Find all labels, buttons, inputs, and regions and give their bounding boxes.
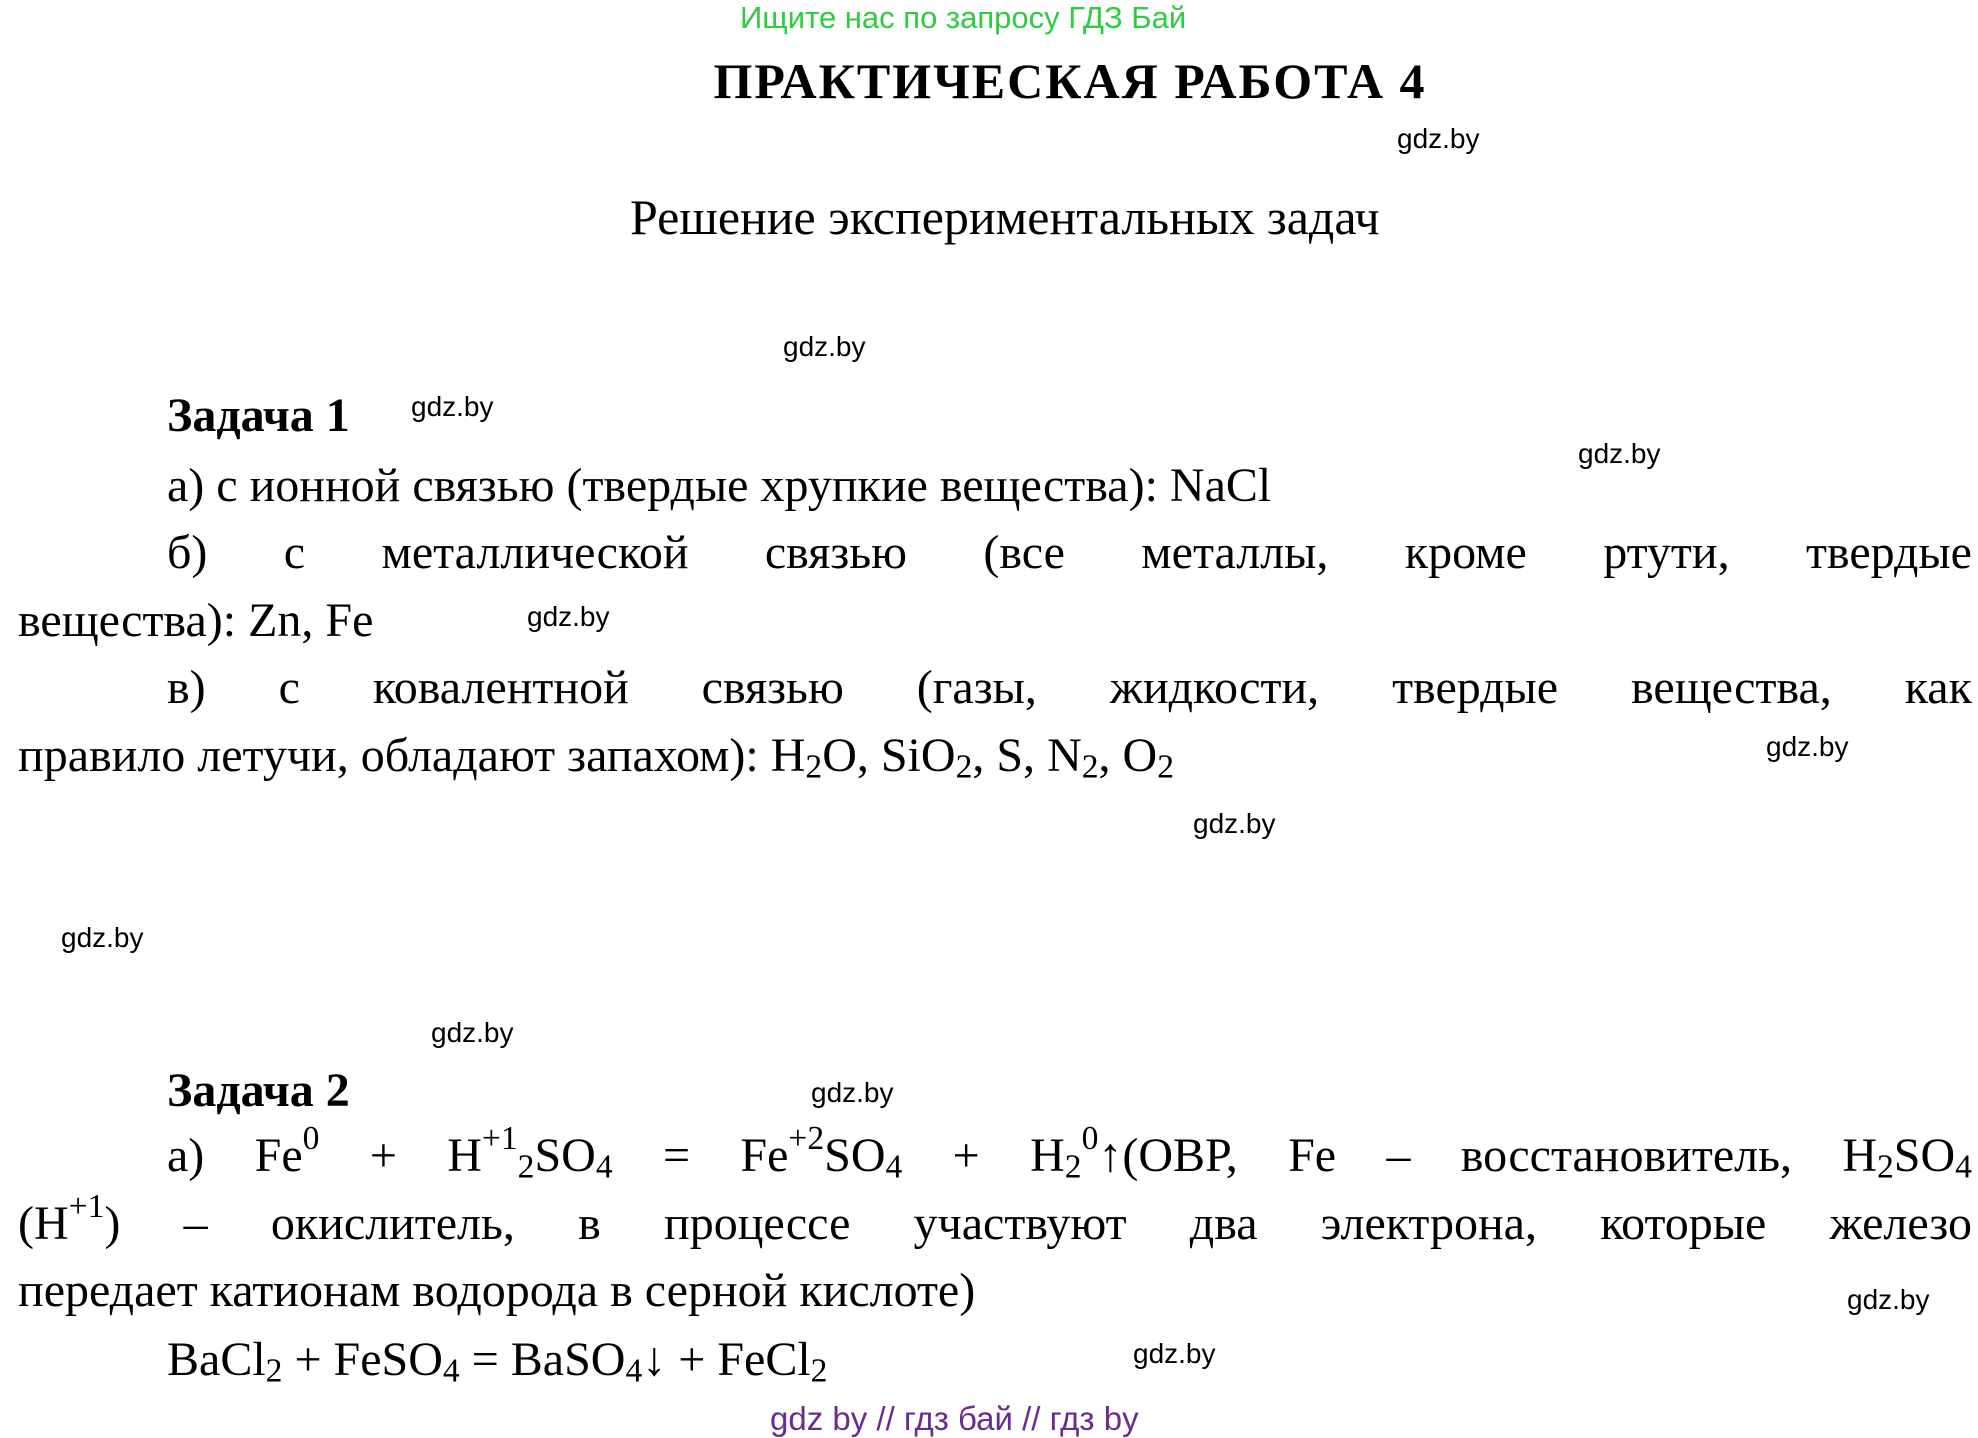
subscript: 2: [517, 1148, 535, 1186]
bracket: ): [104, 1197, 121, 1250]
word: которые: [1600, 1197, 1767, 1250]
subscript: 2: [265, 1352, 283, 1390]
watermark: gdz.by: [1766, 731, 1849, 762]
watermark: gdz.by: [1133, 1338, 1216, 1369]
word: жидкости,: [1109, 661, 1320, 714]
formula: H: [770, 729, 806, 782]
formula: ,: [1098, 729, 1123, 782]
task1-item-b-line2: вещества): Zn, Fe: [18, 594, 374, 647]
word: участвуют: [913, 1197, 1127, 1250]
oxidation-state: +1: [68, 1188, 105, 1226]
task1-heading: Задача 1: [167, 389, 350, 442]
word: твердые: [1392, 661, 1559, 714]
watermark: gdz.by: [527, 601, 610, 632]
watermark: gdz.by: [1193, 808, 1276, 839]
formula: BaCl: [167, 1333, 266, 1386]
word: металлической: [381, 526, 689, 579]
word: (все: [983, 526, 1065, 579]
word: –: [1386, 1129, 1411, 1182]
oxidation-state: +1: [481, 1120, 518, 1158]
watermark: gdz.by: [783, 331, 866, 362]
task2-equation-2: [167, 1333, 828, 1390]
word: как: [1904, 661, 1972, 714]
word: железо: [1829, 1197, 1972, 1250]
text: правило летучи, обладают запахом):: [18, 729, 771, 782]
word: ковалентной: [372, 661, 629, 714]
word: связью: [701, 661, 844, 714]
task2-equation-a: [167, 1120, 1972, 1186]
word: окислитель,: [270, 1197, 515, 1250]
word: процессе: [664, 1197, 851, 1250]
oxidation-state: +2: [788, 1120, 825, 1158]
word: два: [1189, 1197, 1258, 1250]
task2-line2: [18, 1188, 1972, 1250]
task1-item-v-line1: [167, 661, 1972, 714]
subscript: 4: [625, 1352, 643, 1390]
subscript: 2: [1157, 748, 1174, 786]
element: Fe: [740, 1129, 789, 1182]
watermark: gdz.by: [811, 1077, 894, 1108]
footer-links: gdz by // гдз бай // гдз by: [770, 1400, 1139, 1437]
word: с: [283, 526, 306, 579]
word: связью: [764, 526, 907, 579]
task1-item-a: а) с ионной связью (твердые хрупкие вещества): NaCl: [167, 459, 1272, 512]
element: SO: [824, 1129, 886, 1182]
subscript: 4: [442, 1352, 460, 1390]
word: (газы,: [916, 661, 1037, 714]
element: H: [447, 1129, 482, 1182]
word: Fe: [1288, 1129, 1337, 1182]
subscript: 4: [595, 1148, 613, 1186]
task2-heading: Задача 2: [167, 1064, 350, 1117]
formula: N: [1047, 729, 1082, 782]
subscript: 4: [885, 1148, 903, 1186]
subscript: 2: [1877, 1148, 1894, 1186]
word: б): [167, 526, 208, 579]
watermark: gdz.by: [431, 1017, 514, 1048]
formula: O,: [822, 729, 881, 782]
subscript: 2: [1064, 1148, 1082, 1186]
watermark: gdz.by: [411, 391, 494, 422]
formula: [1842, 1129, 1972, 1186]
oxidation-state: 0: [302, 1120, 320, 1158]
page-subtitle: Решение экспериментальных задач: [630, 189, 1380, 245]
element: SO: [1893, 1129, 1956, 1182]
element: (H: [18, 1197, 69, 1250]
watermark: gdz.by: [1397, 123, 1480, 154]
word: ↑(ОВР,: [1098, 1129, 1238, 1182]
word: в): [167, 661, 206, 714]
word: в: [578, 1197, 601, 1250]
watermark: gdz.by: [1578, 438, 1661, 469]
operator: =: [662, 1129, 691, 1182]
word: а): [167, 1129, 205, 1182]
page-title: ПРАКТИЧЕСКАЯ РАБОТА 4: [713, 53, 1427, 109]
operator: +: [369, 1129, 397, 1182]
formula: ↓ + FeCl: [642, 1333, 811, 1386]
word: восстановитель,: [1460, 1129, 1792, 1182]
element: SO: [534, 1129, 596, 1182]
word: с: [278, 661, 300, 714]
formula: = BaSO: [459, 1333, 626, 1386]
subscript: 2: [805, 748, 823, 786]
element: H: [1030, 1129, 1065, 1182]
subscript: 2: [955, 748, 973, 786]
word: кроме: [1404, 526, 1527, 579]
element: H: [1842, 1129, 1877, 1182]
formula: [447, 1120, 613, 1186]
task2-line3: передает катионам водорода в серной кислоте): [18, 1264, 976, 1317]
word: металлы,: [1141, 526, 1329, 579]
oxidation-state: 0: [1081, 1120, 1099, 1158]
formula: SiO: [880, 729, 956, 782]
formula: [18, 1188, 121, 1250]
formula: [1030, 1120, 1238, 1186]
subscript: 2: [810, 1352, 828, 1390]
watermark: gdz.by: [61, 922, 144, 953]
element: Fe: [254, 1129, 303, 1182]
task1-item-b-line1: [167, 526, 1972, 579]
formula: [254, 1120, 320, 1182]
subscript: 2: [1081, 748, 1099, 786]
formula: + FeSO: [282, 1333, 443, 1386]
word: ртути,: [1603, 526, 1730, 579]
task1-item-v-line2: [18, 729, 1174, 786]
operator: +: [952, 1129, 980, 1182]
watermark: gdz.by: [1847, 1284, 1930, 1315]
word: твердые: [1805, 526, 1972, 579]
search-banner: Ищите нас по запросу ГДЗ Бай: [740, 0, 1187, 35]
word: электрона,: [1320, 1197, 1537, 1250]
formula: , S,: [972, 729, 1048, 782]
formula: [740, 1120, 903, 1186]
formula: O: [1122, 729, 1158, 782]
subscript: 4: [1955, 1148, 1972, 1186]
word: вещества,: [1631, 661, 1832, 714]
word: –: [183, 1197, 208, 1250]
